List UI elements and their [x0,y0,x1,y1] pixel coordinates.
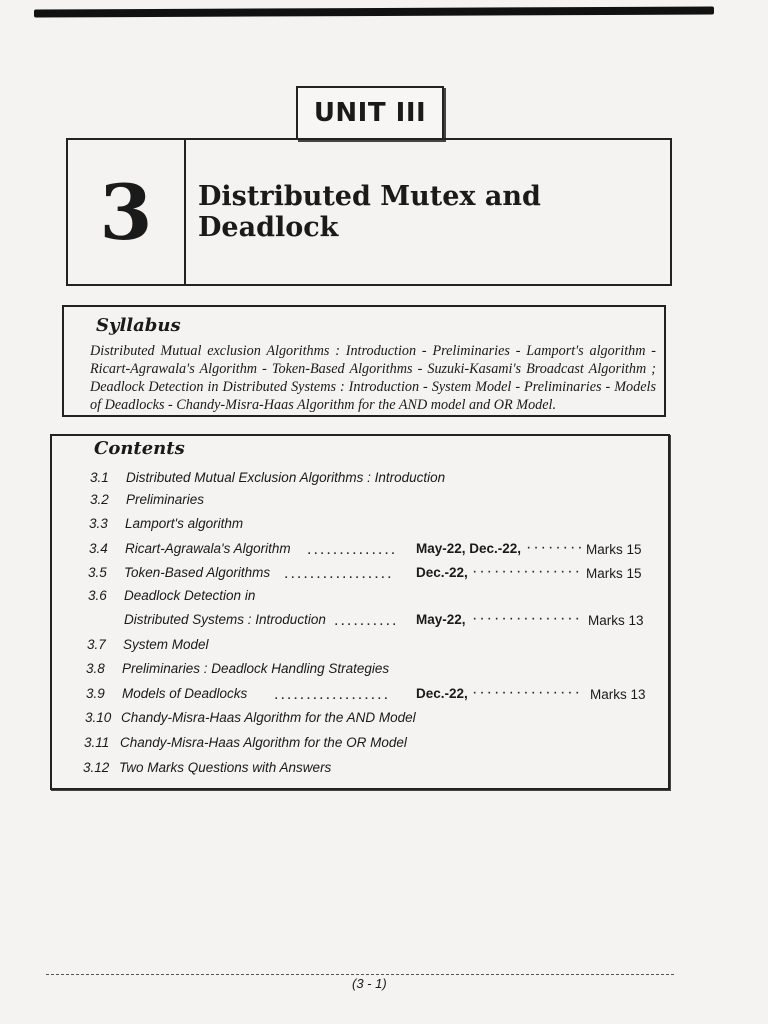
chapter-title: Distributed Mutex and Deadlock [198,181,541,243]
toc-item-number: 3.4 [89,541,108,556]
exam-dates: May-22, [416,612,466,627]
toc-item-title: Models of Deadlocks [122,686,248,701]
toc-item [88,588,255,603]
toc-item-title: Deadlock Detection in [124,588,256,603]
toc-item-number: 3.10 [85,710,112,725]
toc-item-number: 3.1 [90,470,109,485]
footer-rule [46,974,674,975]
toc-item-title: System Model [123,637,209,652]
toc-item-number: 3.9 [86,686,105,701]
toc-item-number: 3.2 [90,492,109,507]
leader-dots: ··············· [472,563,582,580]
marks: Marks 13 [588,613,644,628]
toc-item-title: Chandy-Misra-Haas Algorithm for the AND Model [121,710,416,725]
toc-item [83,760,331,775]
toc-item-number: 3.5 [88,565,107,580]
toc-item-number: 3.3 [89,516,108,531]
exam-dates: Dec.-22, [416,565,468,580]
toc-item [84,735,407,750]
toc-item-title: Token-Based Algorithms [124,565,271,580]
contents-heading: Contents [94,438,185,459]
toc-item-title: Lamport's algorithm [125,516,244,531]
toc-item-title: Chandy-Misra-Haas Algorithm for the OR Model [120,735,407,750]
marks: Marks 15 [586,566,642,581]
chapter-header [66,138,672,286]
toc-item [88,565,270,580]
toc-item-title-continued: Distributed Systems : Introduction [124,612,326,627]
unit-label: UNIT III [313,98,427,128]
toc-item [85,710,416,725]
leader-dots: ................. [284,565,394,582]
toc-item [90,492,204,507]
marks: Marks 13 [590,687,646,702]
toc-item-number: 3.6 [88,588,107,603]
toc-item-title: Distributed Mutual Exclusion Algorithms : Introduction [126,470,446,485]
toc-item [89,516,243,531]
leader-dots: .................. [274,686,391,703]
leader-dots: .......... [334,612,399,629]
toc-item-title: Ricart-Agrawala's Algorithm [125,541,291,556]
leader-dots: ··············· [472,610,582,627]
exam-dates: Dec.-22, [416,686,468,701]
toc-item [89,541,291,556]
page-number: (3 - 1) [352,976,387,991]
top-rule [34,7,714,18]
toc-item [87,637,209,652]
toc-item-number: 3.8 [86,661,105,676]
syllabus-heading: Syllabus [96,315,181,336]
toc-item-number: 3.7 [87,637,106,652]
toc-item-title: Two Marks Questions with Answers [119,760,332,775]
chapter-number: 3 [99,167,153,257]
chapter-number-cell [68,140,186,284]
chapter-title-cell [186,140,670,284]
toc-item-number: 3.11 [84,735,110,750]
toc-item-title: Preliminaries [126,492,205,507]
contents-box [50,434,670,790]
toc-item [86,686,247,701]
toc-item-title: Preliminaries : Deadlock Handling Strategies [122,661,390,676]
marks: Marks 15 [586,542,642,557]
leader-dots: .............. [307,541,398,558]
toc-item [90,470,445,485]
leader-dots: ········ [526,539,585,556]
leader-dots: ··············· [472,684,582,701]
exam-dates: May-22, Dec.-22, [416,541,522,556]
syllabus-text: Distributed Mutual exclusion Algorithms : Introduction - Preliminaries - Lamport's algorithm - Ricart-Agrawala's Algorithm - Token-Based Algorithms - Suzuki-Kasami's Broadcast Algorithm ; Deadlock Detection in Distributed Systems : Introduction - System Model - Preliminaries - Models of Deadlocks - Chandy-Misra-Haas Algorithm for the AND model and OR Model. [90,343,656,413]
unit-label-box [296,86,444,140]
toc-item [86,661,389,676]
toc-item-number: 3.12 [83,760,110,775]
syllabus-box [62,305,666,417]
